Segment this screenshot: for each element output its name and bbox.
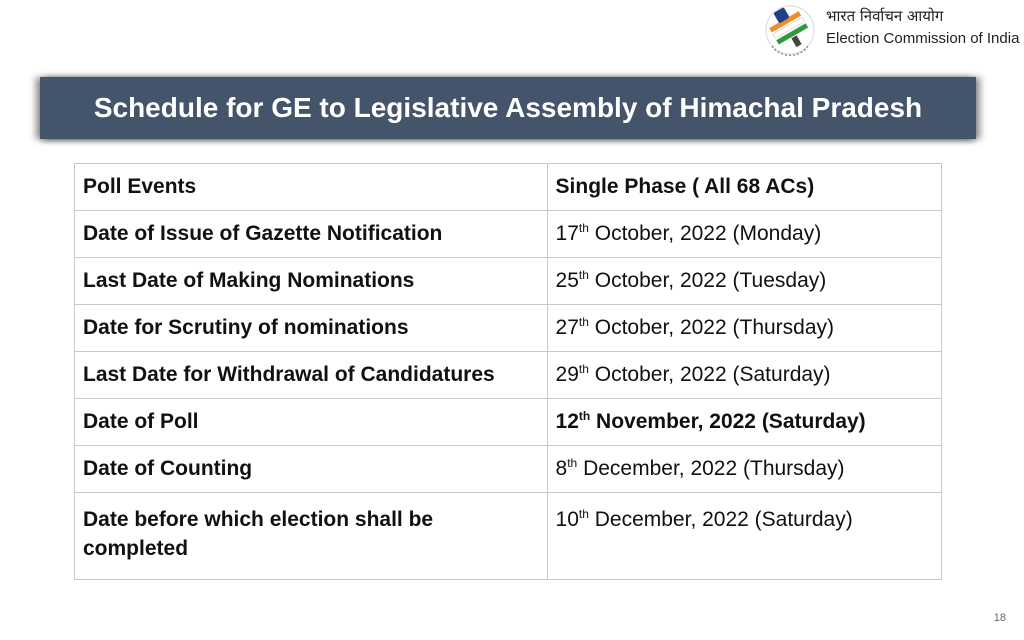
- event-label: Date before which election shall be completed: [75, 493, 548, 580]
- table-header-row: [75, 164, 942, 211]
- page-number: 18: [993, 612, 1006, 624]
- header-single-phase: Single Phase ( All 68 ACs): [547, 164, 941, 211]
- event-date: 29th October, 2022 (Saturday): [547, 352, 941, 399]
- event-label: Last Date for Withdrawal of Candidatures: [75, 352, 548, 399]
- event-label: Date of Poll: [75, 399, 548, 446]
- title-banner: [40, 77, 976, 139]
- table-row: [75, 211, 942, 258]
- table-row: [75, 446, 942, 493]
- event-label: Date for Scrutiny of nominations: [75, 305, 548, 352]
- event-date: 10th December, 2022 (Saturday): [547, 493, 941, 580]
- event-label: Last Date of Making Nominations: [75, 258, 548, 305]
- table-row: [75, 493, 942, 580]
- page-title: Schedule for GE to Legislative Assembly of Himachal Pradesh: [93, 92, 923, 123]
- header-poll-events: Poll Events: [75, 164, 548, 211]
- event-date: 12th November, 2022 (Saturday): [547, 399, 941, 446]
- event-label: Date of Issue of Gazette Notification: [75, 211, 548, 258]
- event-date: 8th December, 2022 (Thursday): [547, 446, 941, 493]
- ballot-box-logo-icon: [764, 2, 820, 58]
- schedule-table: [74, 163, 942, 580]
- org-name-english: Election Commission of India: [826, 30, 1020, 47]
- table-row: [75, 305, 942, 352]
- org-name-hindi: भारत निर्वाचन आयोग: [826, 7, 944, 25]
- event-date: 25th October, 2022 (Tuesday): [547, 258, 941, 305]
- event-date: 17th October, 2022 (Monday): [547, 211, 941, 258]
- eci-logo: [764, 2, 1022, 58]
- event-date: 27th October, 2022 (Thursday): [547, 305, 941, 352]
- event-label: Date of Counting: [75, 446, 548, 493]
- table-row: [75, 352, 942, 399]
- table-row: [75, 399, 942, 446]
- table-row: [75, 258, 942, 305]
